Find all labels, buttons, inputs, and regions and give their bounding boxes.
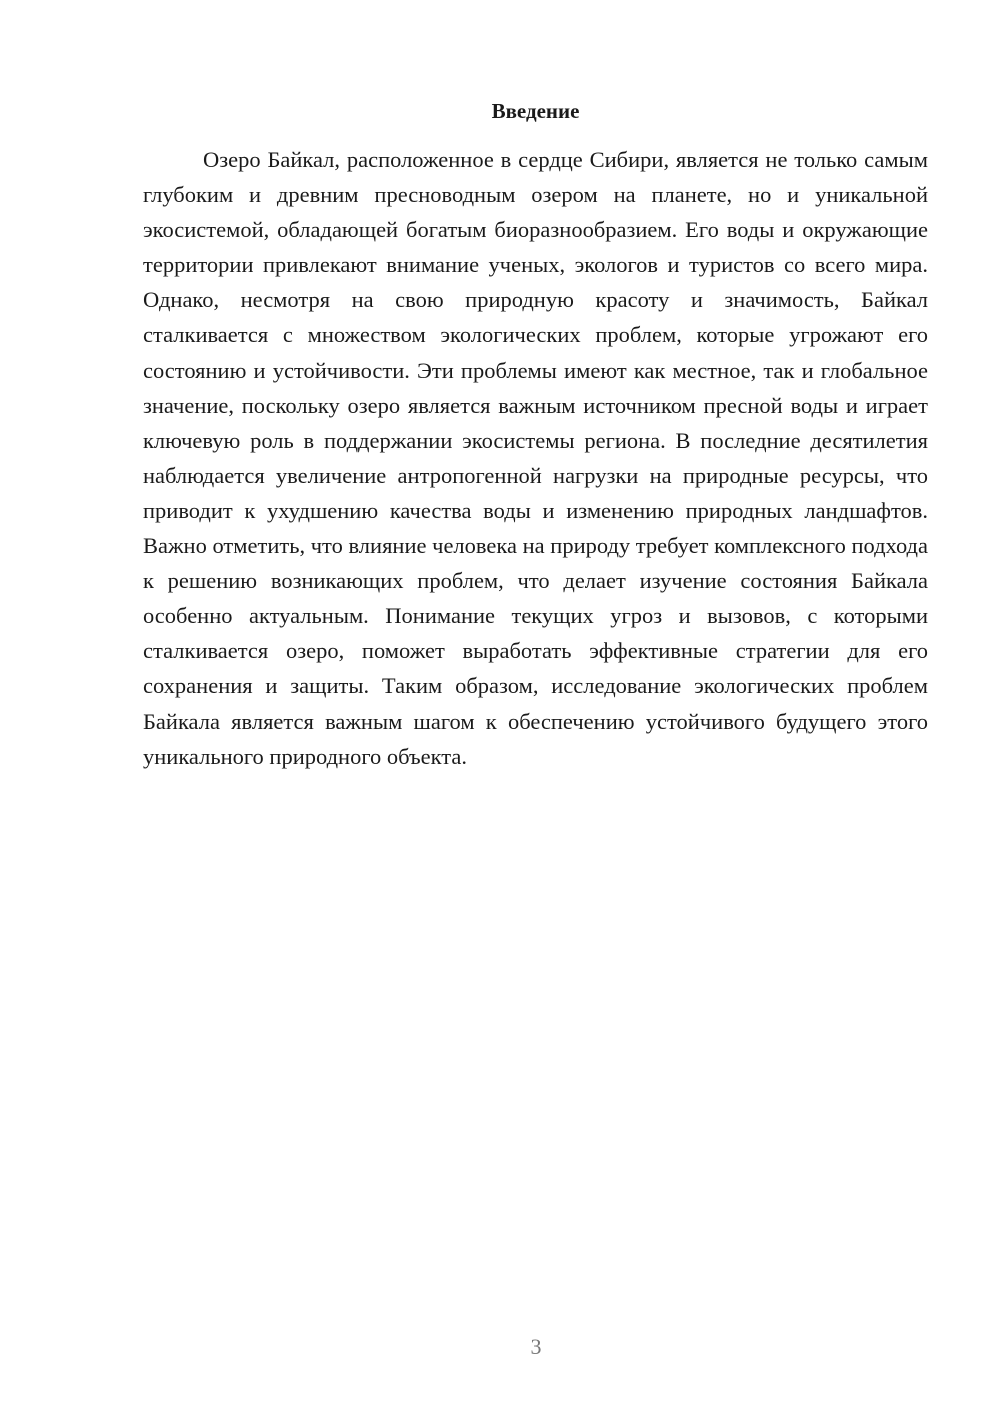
body-paragraph: Озеро Байкал, расположенное в сердце Сибири, является не только самым глубоким и древним пресноводным озером на планете, но и уникальной экосистемой, обладающей богатым биоразнообразием. Его воды и окружающие территории привлекают внимание ученых, экологов и туристов со всего мира. Однако, несмотря на свою природную красоту и значимость, Байкал сталкивается с множеством экологических проблем, которые угрожают его состоянию и устойчивости. Эти проблемы имеют как местное, так и глобальное значение, поскольку озеро является важным источником пресной воды и играет ключевую роль в поддержании экосистемы региона. В последние десятилетия наблюдается увеличение антропогенной нагрузки на природные ресурсы, что приводит к ухудшению качества воды и изменению природных ландшафтов. Важно отметить, что влияние человека на природу требует комплексного подхода к решению возникающих проблем, что делает изучение состояния Байкала особенно актуальным. Понимание текущих угроз и вызовов, с которыми сталкивается озеро, поможет выработать эффективные стратегии для его сохранения и защиты. Таким образом, исследование экологических проблем Байкала является важным шагом к обеспечению устойчивого будущего этого уникального природного объекта. bbox=[143, 147, 928, 769]
section-heading: Введение bbox=[491, 99, 580, 123]
page-number: 3 bbox=[530, 1334, 542, 1359]
